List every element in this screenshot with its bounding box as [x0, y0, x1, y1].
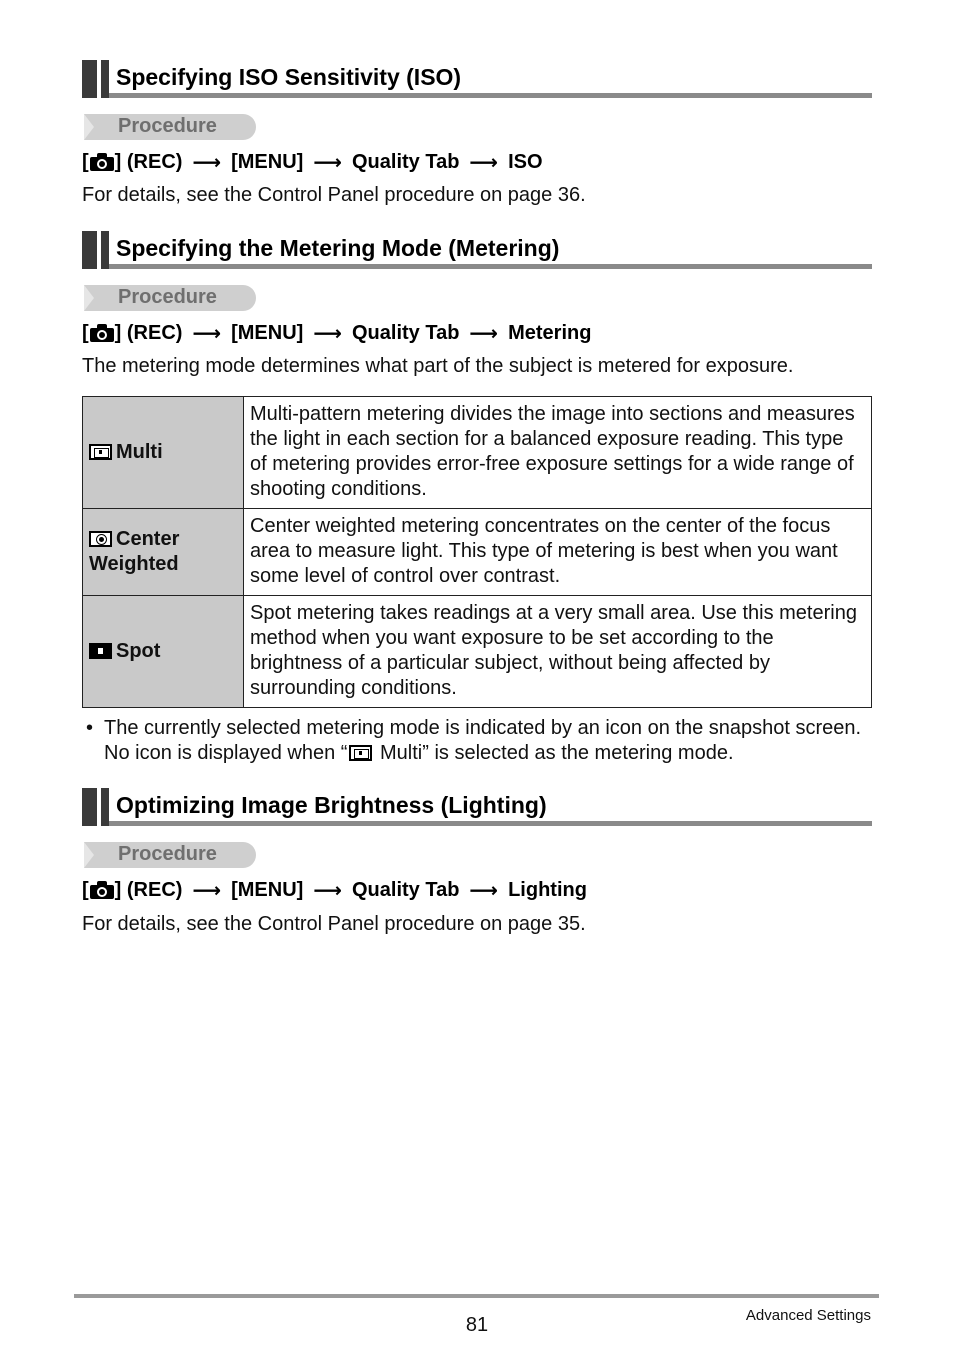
camera-icon: [90, 153, 114, 171]
path-rec: ] (REC): [114, 150, 183, 173]
badge-notch: [84, 842, 94, 868]
arrow-icon: ⟶: [469, 151, 499, 174]
metering-mode-table: [82, 396, 872, 708]
heading-bar: [101, 788, 109, 826]
heading-bar: [82, 231, 97, 269]
table-row: [83, 509, 872, 596]
section-heading-metering: [82, 231, 872, 269]
procedure-badge: [84, 285, 256, 311]
bullet-dot: •: [86, 717, 94, 739]
heading-rule: [109, 93, 872, 98]
description-cell: Spot metering takes readings at a very small area. Use this metering method when you want exposure to be set according to the brightness of a particular subject, without being affected by surrounding conditions.: [244, 596, 872, 708]
multi-metering-icon: [89, 444, 112, 460]
path-tab: Quality Tab: [352, 878, 460, 901]
mode-label: Weighted: [89, 553, 179, 575]
note-text-part: The currently selected metering mode is indicated by an icon on the snapshot screen. No icon is displayed when “: [104, 717, 862, 764]
arrow-icon: ⟶: [469, 879, 499, 902]
arrow-icon: ⟶: [313, 151, 342, 174]
procedure-label: Procedure: [118, 286, 217, 308]
section-body: For details, see the Control Panel procedure on page 36.: [82, 184, 586, 206]
heading-bar: [82, 60, 97, 98]
menu-path: [82, 148, 543, 176]
mode-label: Center: [116, 528, 180, 550]
menu-path: [82, 876, 587, 904]
procedure-label: Procedure: [118, 843, 217, 865]
mode-label: Spot: [116, 640, 161, 662]
footer-section-label: Advanced Settings: [745, 1307, 871, 1324]
section-title: Optimizing Image Brightness (Lighting): [116, 792, 547, 818]
badge-notch: [84, 114, 94, 140]
procedure-badge: [84, 842, 256, 868]
mode-cell: [83, 596, 244, 708]
footer-rule: [74, 1294, 879, 1298]
arrow-icon: ⟶: [469, 322, 499, 345]
page-number: 81: [465, 1314, 489, 1336]
path-item: ISO: [508, 150, 543, 173]
description-cell: Center weighted metering concentrates on the center of the focus area to measure light. This type of metering is best when you want some level of control over contrast.: [244, 509, 872, 596]
spot-metering-icon: [89, 643, 112, 659]
heading-rule: [109, 821, 872, 826]
path-bracket: [: [82, 878, 89, 901]
center-weighted-metering-icon: [89, 531, 112, 547]
path-rec: ] (REC): [114, 321, 183, 344]
path-rec: ] (REC): [114, 878, 183, 901]
heading-bar: [82, 788, 97, 826]
table-row: [83, 596, 872, 708]
mode-cell: [83, 509, 244, 596]
path-tab: Quality Tab: [352, 321, 460, 344]
path-bracket: [: [82, 150, 89, 173]
section-heading-lighting: [82, 788, 872, 826]
heading-bar: [101, 60, 109, 98]
path-item: Metering: [508, 321, 592, 344]
section-body: For details, see the Control Panel procedure on page 35.: [82, 913, 586, 935]
path-menu: [MENU]: [231, 150, 304, 173]
menu-path: [82, 319, 591, 347]
mode-label: Multi: [116, 441, 163, 463]
arrow-icon: ⟶: [313, 879, 342, 902]
multi-metering-icon: [349, 745, 372, 761]
section-title: Specifying the Metering Mode (Metering): [116, 235, 560, 261]
procedure-badge: [84, 114, 256, 140]
badge-notch: [84, 285, 94, 311]
path-tab: Quality Tab: [352, 150, 460, 173]
mode-cell: [83, 397, 244, 509]
path-bracket: [: [82, 321, 89, 344]
camera-icon: [90, 324, 114, 342]
arrow-icon: ⟶: [192, 322, 222, 345]
path-menu: [MENU]: [231, 878, 304, 901]
camera-icon: [90, 881, 114, 899]
arrow-icon: ⟶: [192, 151, 222, 174]
arrow-icon: ⟶: [192, 879, 222, 902]
path-menu: [MENU]: [231, 321, 304, 344]
heading-rule: [109, 264, 872, 269]
note-text: [104, 716, 874, 766]
procedure-label: Procedure: [118, 115, 217, 137]
section-body: The metering mode determines what part of the subject is metered for exposure.: [82, 355, 794, 377]
path-item: Lighting: [508, 878, 587, 901]
description-cell: Multi-pattern metering divides the image into sections and measures the light in each section for a balanced exposure reading. This type of metering provides error-free exposure settings for a wide range of shooting conditions.: [244, 397, 872, 509]
section-title: Specifying ISO Sensitivity (ISO): [116, 64, 462, 90]
arrow-icon: ⟶: [313, 322, 342, 345]
note-text-part: Multi” is selected as the metering mode.: [374, 742, 734, 764]
heading-bar: [101, 231, 109, 269]
section-heading-iso: [82, 60, 872, 98]
table-row: [83, 397, 872, 509]
